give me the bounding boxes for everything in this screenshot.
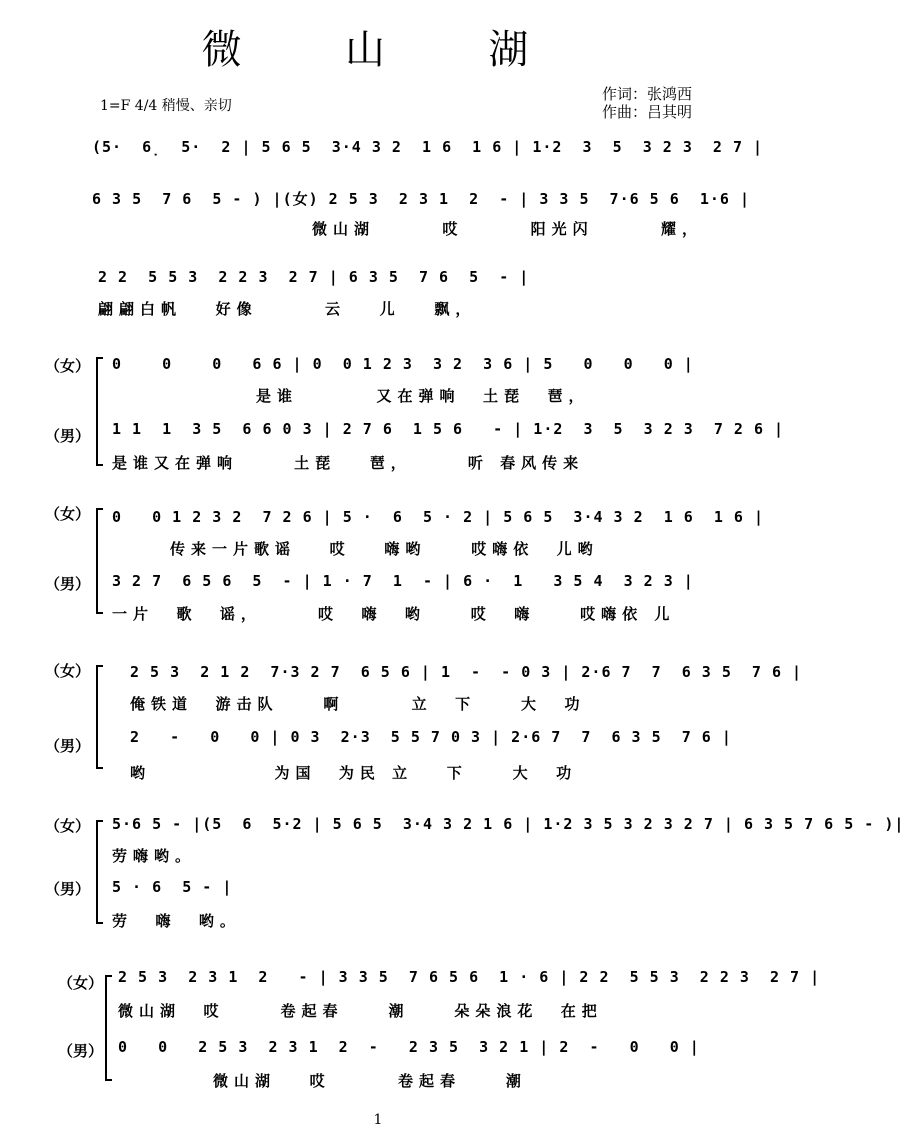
female-part-label: （女）	[45, 817, 91, 835]
male-part-label: （男）	[45, 427, 91, 445]
male-part-label: （男）	[58, 1042, 104, 1060]
male-part-label: （男）	[45, 575, 91, 593]
system-bracket	[96, 508, 103, 614]
lyrics-line: 微山湖 哎 阳光闪 耀，	[312, 220, 703, 238]
key-tempo: 1=F 4/4 稍慢、亲切	[100, 98, 232, 114]
female-lyrics: 传来一片歌谣 哎 嗨哟 哎嗨依 儿哟	[170, 540, 599, 558]
female-part-label: （女）	[45, 505, 91, 523]
lyricist-credit: 作词：张鸿西	[602, 85, 693, 103]
male-notation: 1 1 1 3 5 6 6 0 3 | 2 7 6 1 5 6 - | 1·2 3 5 3 2 3 7 2 6 |	[112, 420, 785, 438]
male-part-label: （男）	[45, 880, 91, 898]
male-part-label: （男）	[45, 737, 91, 755]
female-lyrics: 是谁 又在弹响 土琵 琶，	[256, 387, 590, 405]
male-lyrics: 劳 嗨 哟。	[112, 912, 241, 930]
song-title: 微 山 湖	[201, 27, 555, 73]
female-part-label: （女）	[45, 357, 91, 375]
composer-credit: 作曲：吕其明	[602, 103, 693, 121]
male-notation: 2 - 0 0 | 0 3 2·3 5 5 7 0 3 | 2·6 7 7 6 3 5 7 6 |	[130, 728, 732, 746]
system-bracket	[96, 665, 103, 769]
female-part-label: （女）	[45, 662, 91, 680]
male-lyrics: 微山湖 哎 卷起春 潮	[213, 1072, 527, 1090]
lyrics-line: 翩翩白帆 好像 云 儿 飘，	[98, 300, 477, 318]
female-part-label: （女）	[58, 974, 104, 992]
system-bracket	[96, 820, 103, 924]
male-notation: 5 · 6 5 - |	[112, 878, 233, 896]
female-notation: 2 5 3 2 1 2 7·3 2 7 6 5 6 | 1 - - 0 3 | 2·6 7 7 6 3 5 7 6 |	[130, 663, 803, 681]
female-lyrics: 劳嗨哟。	[112, 847, 197, 865]
male-notation: 0 0 2 5 3 2 3 1 2 - 2 3 5 3 2 1 | 2 - 0 0 |	[118, 1038, 700, 1056]
male-notation: 3 2 7 6 5 6 5 - | 1 · 7 1 - | 6 · 1 3 5 4 3 2 3 |	[112, 572, 694, 590]
notation-line: 2 2 5 5 3 2 2 3 2 7 | 6 3 5 7 6 5 - |	[98, 268, 530, 286]
notation-line: (5· 6̣ 5· 2 | 5 6 5 3·4 3 2 1 6 1 6 | 1·2 3 5 3 2 3 2 7 |	[92, 138, 764, 156]
female-lyrics: 微山湖 哎 卷起春 潮 朵朵浪花 在把	[118, 1002, 603, 1020]
male-lyrics: 是谁又在弹响 土琵 琶， 听 春风传来	[112, 454, 585, 472]
female-notation: 0 0 1 2 3 2 7 2 6 | 5 · 6 5 · 2 | 5 6 5 3·4 3 2 1 6 1 6 |	[112, 508, 764, 526]
female-notation: 0 0 0 6 6 | 0 0 1 2 3 3 2 3 6 | 5 0 0 0 |	[112, 355, 694, 373]
system-bracket	[105, 975, 112, 1081]
page-number: 1	[373, 1112, 383, 1128]
female-lyrics: 俺铁道 游击队 啊 立 下 大 功	[130, 695, 586, 713]
female-notation: 5·6 5 - |(5 6 5·2 | 5 6 5 3·4 3 2 1 6 | 1·2 3 5 3 2 3 2 7 | 6 3 5 7 6 5 - )|	[112, 815, 904, 833]
system-bracket	[96, 357, 103, 466]
female-notation: 2 5 3 2 3 1 2 - | 3 3 5 7 6 5 6 1 · 6 | 2 2 5 5 3 2 2 3 2 7 |	[118, 968, 821, 986]
male-lyrics: 一片 歌 谣， 哎 嗨 哟 哎 嗨 哎嗨依 儿	[112, 605, 676, 623]
notation-line: 6 3 5 7 6 5 - ) |(女) 2 5 3 2 3 1 2 - | 3 3 5 7·6 5 6 1·6 |	[92, 190, 750, 208]
male-lyrics: 哟 为国 为民 立 下 大 功	[130, 764, 578, 782]
